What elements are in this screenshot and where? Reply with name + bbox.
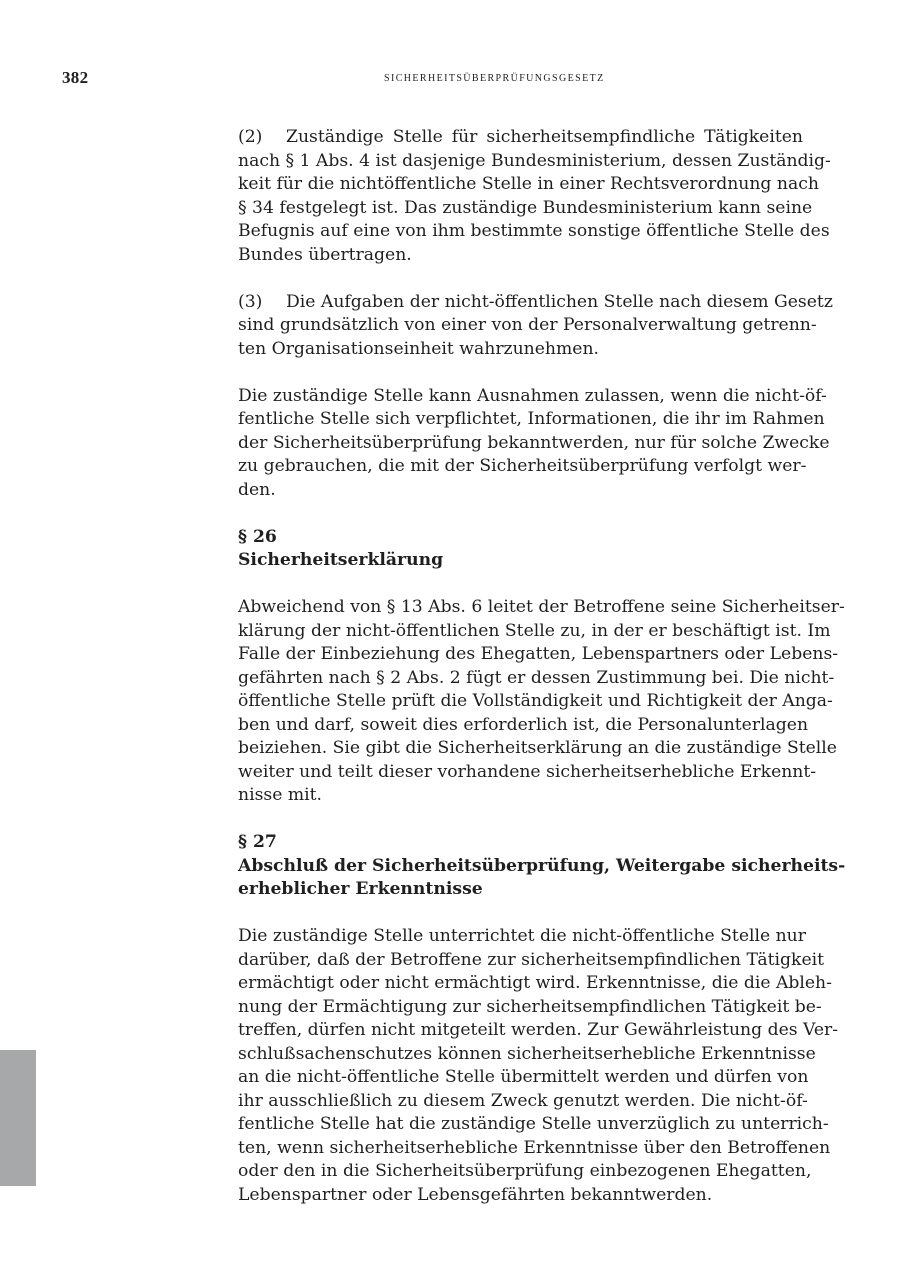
text-line: sind grundsätzlich von einer von der Personalverwaltung getrenn- <box>238 315 817 335</box>
text-line: ten, wenn sicherheitserhebliche Erkenntnisse über den Betroffenen <box>238 1137 831 1158</box>
text-line: beiziehen. Sie gibt die Sicherheitserklärung an die zuständige Stelle <box>238 738 837 758</box>
text-line: § 34 festgelegt ist. Das zuständige Bundesministerium kann seine <box>238 197 813 218</box>
text-line: ten Organisationseinheit wahrzunehmen. <box>238 338 599 359</box>
text-line: öffentliche Stelle prüft die Vollständigkeit und Richtigkeit der Anga- <box>238 691 833 711</box>
section-number: § 26 <box>238 526 277 547</box>
section-heading-26 <box>238 526 803 573</box>
text-line: Lebenspartner oder Lebensgefährten bekanntwerden. <box>238 1184 713 1205</box>
text-line: Die zuständige Stelle unterrichtet die nicht-öffentliche Stelle nur <box>238 926 806 946</box>
text-line: schlußsachenschutzes können sicherheitserhebliche Erkenntnisse <box>238 1043 816 1064</box>
section-title: Sicherheitserklärung <box>238 550 444 570</box>
text-line: nung der Ermächtigung zur sicherheitsempfindlichen Tätigkeit be- <box>238 996 822 1017</box>
text-line: klärung der nicht-öffentlichen Stelle zu, in der er beschäftigt ist. Im <box>238 620 831 641</box>
text-line: Abweichend von § 13 Abs. 6 leitet der Betroffene seine Sicherheitser- <box>238 597 845 617</box>
text-line: ben und darf, soweit dies erforderlich ist, die Personalunterlagen <box>238 714 809 735</box>
text-line: fentliche Stelle sich verpflichtet, Informationen, die ihr im Rahmen <box>238 409 825 429</box>
section-title: erheblicher Erkenntnisse <box>238 879 483 899</box>
section-number: § 27 <box>238 832 277 852</box>
chapter-thumb-tab <box>0 1050 36 1186</box>
text-line: Die zuständige Stelle kann Ausnahmen zulassen, wenn die nicht-öf- <box>238 385 827 406</box>
text-line: den. <box>238 479 276 500</box>
page-body <box>238 126 846 1207</box>
section-26-body <box>238 596 845 808</box>
text-line: Bundes übertragen. <box>238 244 412 265</box>
text-line: gefährten nach § 2 Abs. 2 fügt er dessen Zustimmung bei. Die nicht- <box>238 667 835 688</box>
text-line: weiter und teilt dieser vorhandene sicherheitserhebliche Erkennt- <box>238 761 817 782</box>
text-line: nisse mit. <box>238 785 323 805</box>
text-line: an die nicht-öffentliche Stelle übermittelt werden und dürfen von <box>238 1067 809 1087</box>
text-line: nach § 1 Abs. 4 ist dasjenige Bundesministerium, dessen Zuständig- <box>238 150 831 171</box>
text-line: ihr ausschließlich zu diesem Zweck genutzt werden. Die nicht-öf- <box>238 1090 808 1111</box>
text-line: der Sicherheitsüberprüfung bekanntwerden, nur für solche Zwecke <box>238 432 830 453</box>
text-line: zu gebrauchen, die mit der Sicherheitsüberprüfung verfolgt wer- <box>238 456 807 476</box>
section-27-body <box>238 925 839 1207</box>
text-line: Falle der Einbeziehung des Ehegatten, Lebenspartners oder Lebens- <box>238 644 839 664</box>
paragraph-3 <box>238 291 833 362</box>
text-line: oder den in die Sicherheitsüberprüfung einbezogenen Ehegatten, <box>238 1161 812 1181</box>
paragraph-2 <box>238 126 831 267</box>
paragraph-number: (3) <box>238 291 263 312</box>
paragraph-3-continued <box>238 385 830 503</box>
text-line: (2) Zuständige Stelle für sicherheitsempfindliche Tätigkeiten <box>238 126 803 150</box>
text-line: (3) Die Aufgaben der nicht-öffentlichen Stelle nach diesem Gesetz <box>238 291 803 315</box>
text-line: ermächtigt oder nicht ermächtigt wird. Erkenntnisse, die die Ableh- <box>238 973 832 993</box>
text-line: Befugnis auf eine von ihm bestimmte sonstige öffentliche Stelle des <box>238 221 830 241</box>
section-heading-27 <box>238 831 846 902</box>
text-line: darüber, daß der Betroffene zur sicherheitsempfindlichen Tätigkeit <box>238 949 825 970</box>
text-line: treffen, dürfen nicht mitgeteilt werden. Zur Gewährleistung des Ver- <box>238 1020 839 1040</box>
section-title: Abschluß der Sicherheitsüberprüfung, Weitergabe sicherheits- <box>238 855 846 876</box>
text-line: fentliche Stelle hat die zuständige Stelle unverzüglich zu unterrich- <box>238 1114 829 1134</box>
paragraph-number: (2) <box>238 127 263 147</box>
running-header: sicherheitsüberprüfungsgesetz <box>384 70 605 85</box>
text-line: keit für die nichtöffentliche Stelle in einer Rechtsverordnung nach <box>238 174 819 194</box>
page-number: 382 <box>62 68 89 87</box>
